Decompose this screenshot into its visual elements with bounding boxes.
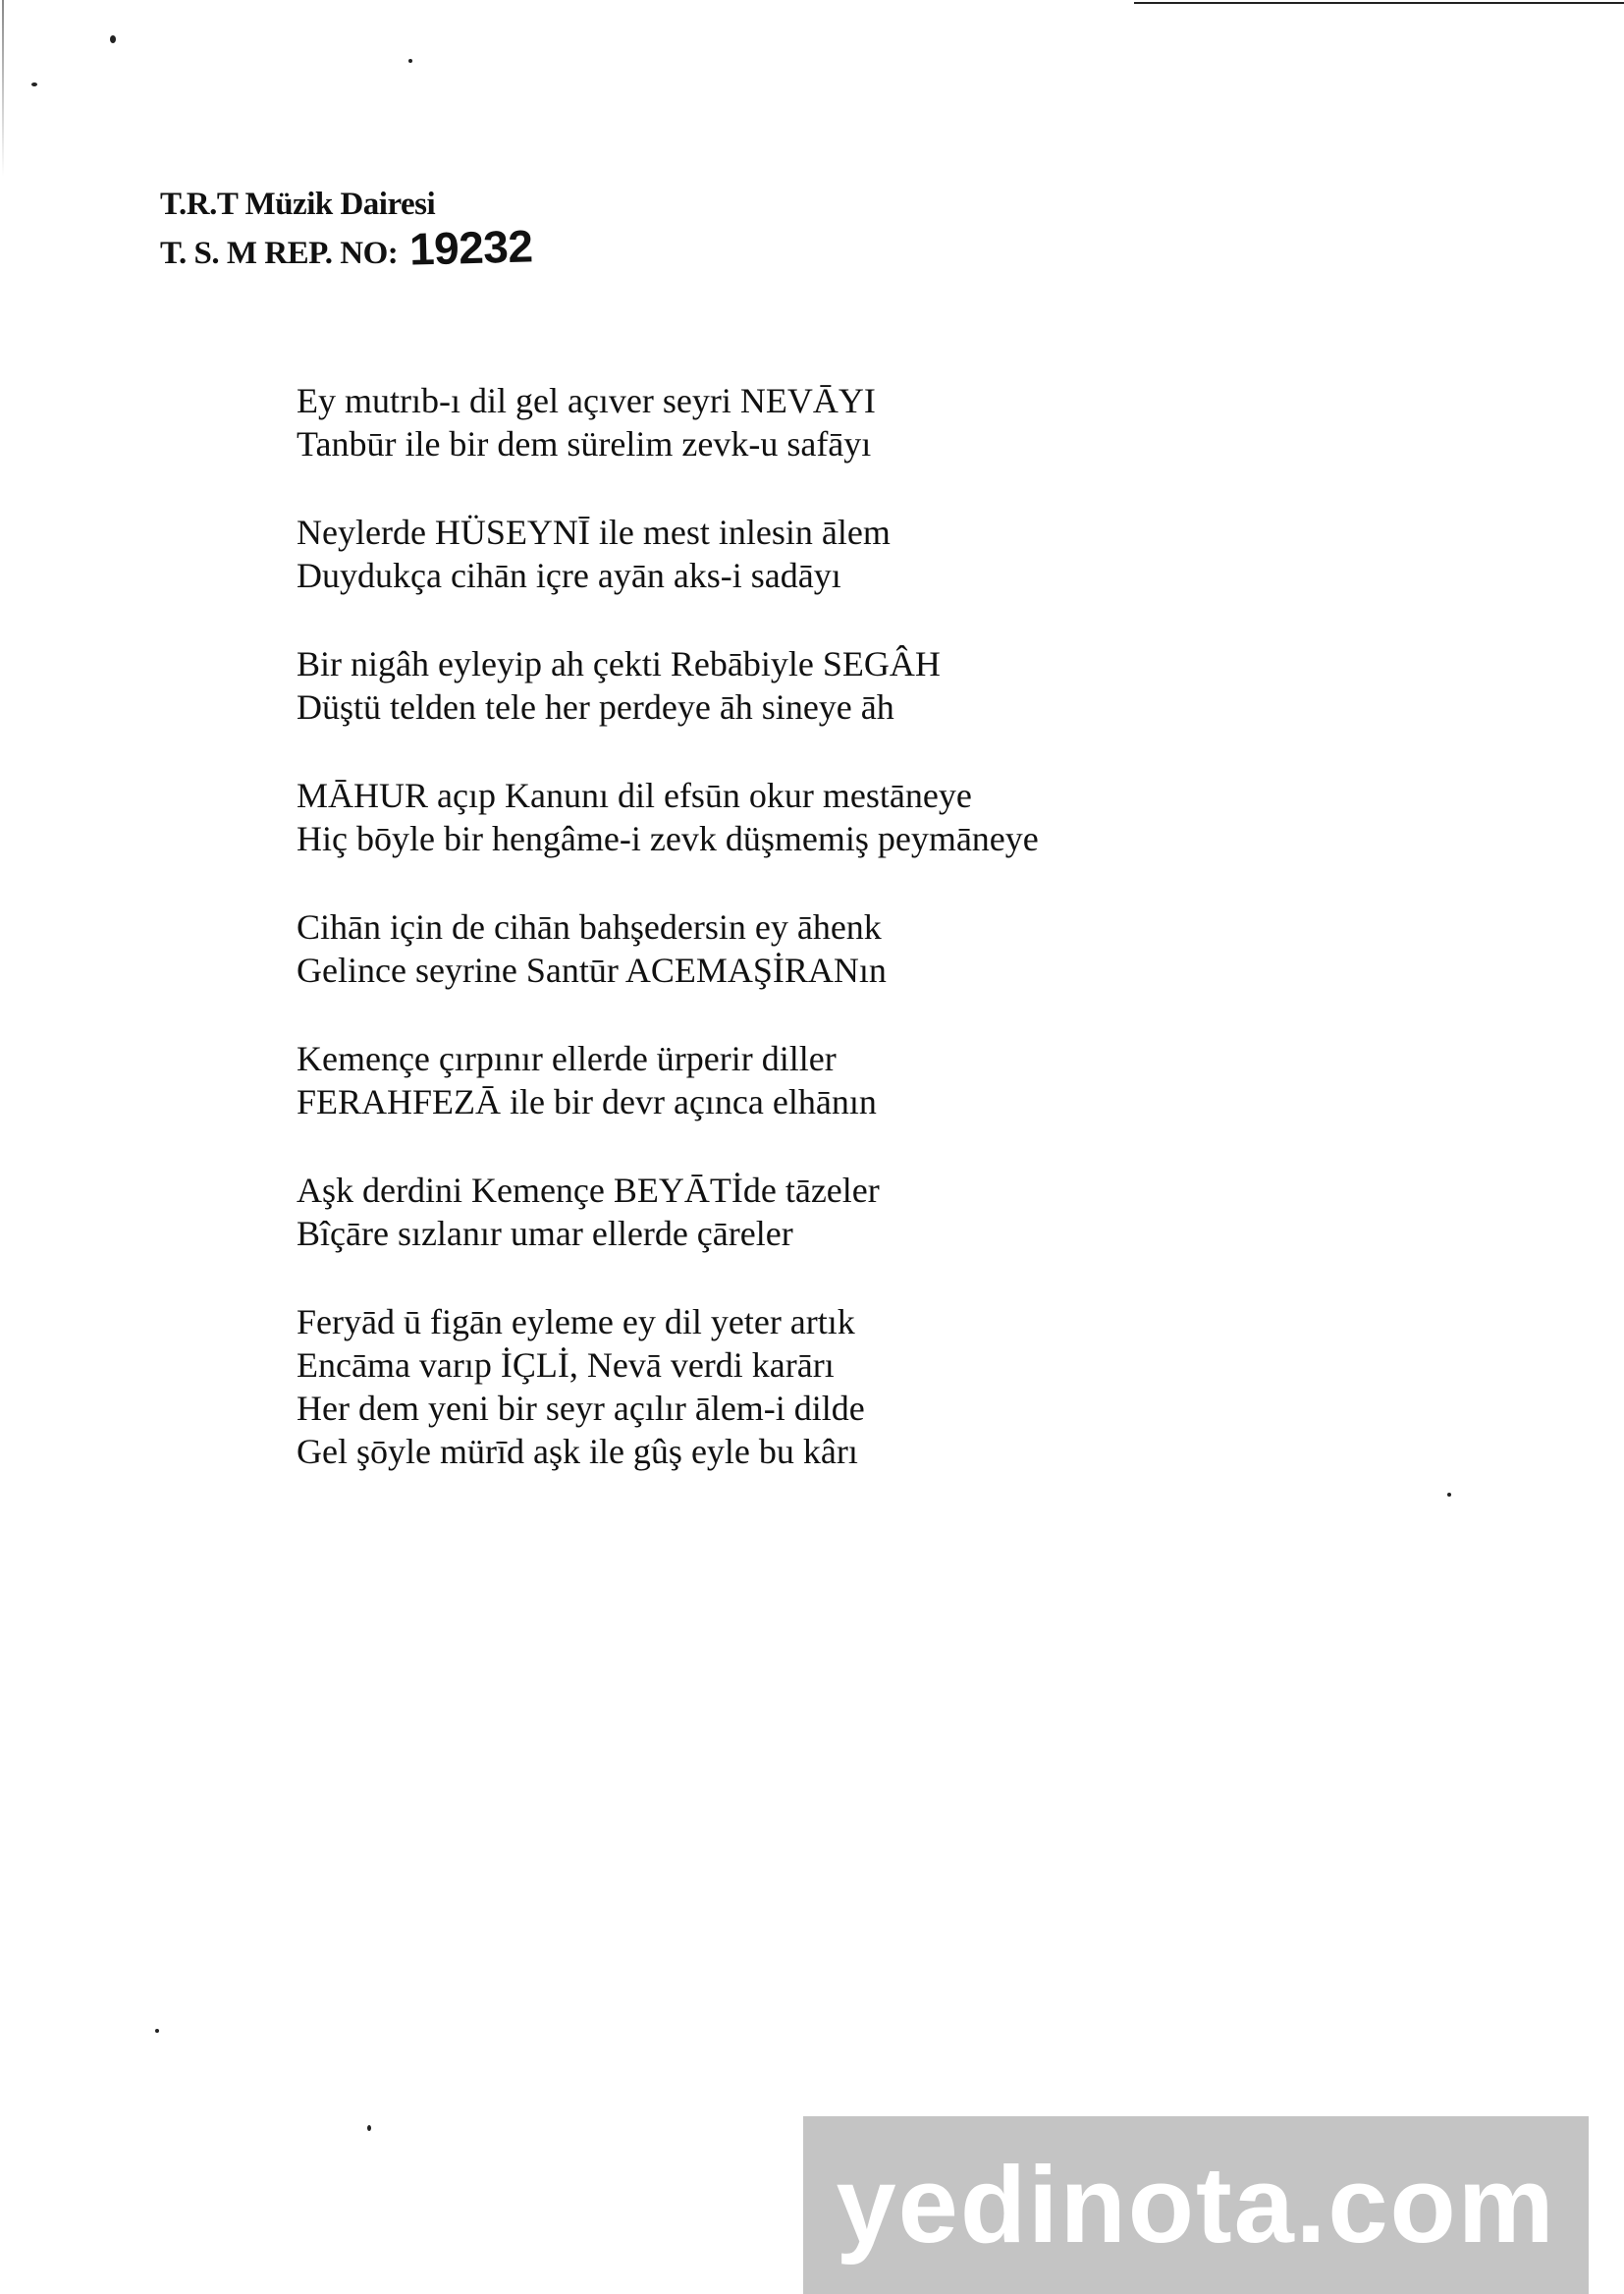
stanza <box>297 1037 1278 1123</box>
poem-line: Duydukça cihān içre ayān aks-i sadāyı <box>297 556 841 595</box>
poem-line: Gelince seyrine Santūr ACEMAŞİRANın <box>297 951 887 990</box>
poem-line: Bîçāre sızlanır umar ellerde çāreler <box>297 1214 793 1253</box>
poem-line: FERAHFEZĀ ile bir devr açınca elhānın <box>297 1082 877 1121</box>
repertoire-number: 19232 <box>408 220 534 275</box>
poem-line: Kemençe çırpınır ellerde ürperir diller <box>297 1039 837 1078</box>
poem-line: Aşk derdini Kemençe BEYĀTİde tāzeler <box>297 1171 880 1210</box>
poem-line: Düştü telden tele her perdeye āh sineye āh <box>297 687 894 727</box>
department-name: T.R.T Müzik Dairesi <box>160 187 436 222</box>
stanza <box>297 1169 1278 1255</box>
scan-speck <box>31 82 37 86</box>
stanza <box>297 1300 1278 1473</box>
scan-speck <box>155 2029 159 2033</box>
scan-border-top <box>1134 2 1624 4</box>
scan-speck <box>110 35 116 43</box>
stanza <box>297 905 1278 992</box>
scan-speck <box>367 2125 371 2131</box>
watermark-banner <box>803 2116 1589 2294</box>
stanza <box>297 642 1278 729</box>
poem-text <box>297 379 1278 1518</box>
poem-line: MĀHUR açıp Kanunı dil efsūn okur mestāneye <box>297 776 972 815</box>
stanza <box>297 379 1278 465</box>
repertoire-label: T. S. M REP. NO: <box>160 236 399 271</box>
poem-line: Her dem yeni bir seyr açılır ālem-i dilde <box>297 1389 865 1428</box>
poem-line: Gel şōyle mürīd aşk ile gûş eyle bu kârı <box>297 1432 858 1471</box>
poem-line: Hiç bōyle bir hengâme-i zevk düşmemiş peymāneye <box>297 819 1039 858</box>
scan-speck <box>1447 1493 1451 1497</box>
poem-line: Tanbūr ile bir dem sürelim zevk-u safāyı <box>297 424 872 464</box>
document-header <box>160 183 532 275</box>
watermark-text: yedinota.com <box>836 2145 1556 2266</box>
poem-line: Feryād ū figān eyleme ey dil yeter artık <box>297 1302 855 1341</box>
poem-line: Encāma varıp İÇLİ, Nevā verdi karārı <box>297 1345 835 1385</box>
poem-line: Ey mutrıb-ı dil gel açıver seyri NEVĀYI <box>297 381 876 420</box>
scan-border-left <box>2 0 4 177</box>
scan-speck <box>408 59 412 63</box>
poem-line: Bir nigâh eyleyip ah çekti Rebābiyle SEGÂH <box>297 644 941 683</box>
stanza <box>297 511 1278 597</box>
poem-line: Neylerde HÜSEYNĪ ile mest inlesin ālem <box>297 513 891 552</box>
stanza <box>297 774 1278 860</box>
poem-line: Cihān için de cihān bahşedersin ey āhenk <box>297 907 882 947</box>
repertoire-line <box>160 220 534 275</box>
